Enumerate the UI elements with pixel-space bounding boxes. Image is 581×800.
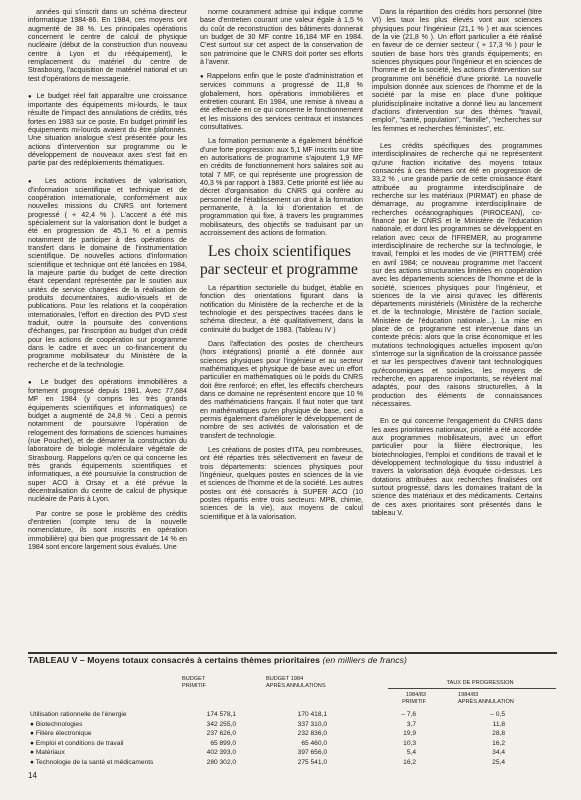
table-title xyxy=(28,655,407,665)
table-cell: 25,4 xyxy=(492,758,505,766)
bullet-paragraph: ● Les actions incitatives de valorisation, d'information scientifique et technique et de coopération internationale, conformément aux nouvelles missions du CNRS ont fortement progressé ( + 42,4 % ). L'accent a été mis spécialement sur la valorisation dont le budget a été en progression de 45,1 % et a permis notamment de participer à des opérations de transfert dans le domaine de l'instrumentation scientifique. De nouvelles actions d'information scientifique et technique ont été lancées en 1984, la majeure partie du budget de cette direction étant cependant représentée par le soutien aux unités de service chargées de la réalisation de produits documentaires, audio-visuels et de publications. Pour les relations et la coopération internationales, l'effort en direction des PVD s'est traduit, outre la poursuite des conventions d'échanges, par l'inscription au budget d'un crédit pour les actions de coopération sur programme dans le cadre et avec un co-financement du programme mobilisateur du Ministère de la recherche et de la technologie. xyxy=(28,177,187,369)
table-row xyxy=(30,739,555,748)
table-cell: 10,3 xyxy=(403,739,416,747)
table-cell: ● Emploi et conditions de travail xyxy=(30,739,124,747)
header-taux: TAUX DE PROGRESSION xyxy=(446,680,514,686)
section-heading: Les choix scientifiques par secteur et programme xyxy=(200,243,358,278)
table-top-rule xyxy=(28,652,557,654)
header-budget-primitif: BUDGET PRIMITIF xyxy=(182,676,206,689)
table-cell: 16,2 xyxy=(492,739,505,747)
table-cell: 275 541,0 xyxy=(297,758,327,766)
text-column-2 xyxy=(200,8,363,527)
header-taux-annulation: 1984/83 APRÈS ANNULATION xyxy=(458,692,514,705)
text-column-1 xyxy=(28,8,187,557)
table-cell: – 7,6 xyxy=(401,711,416,718)
paragraph: norme couramment admise qui indique comme base d'entretien courant une valeur égale à 1,5 % du coût de reconstruction des bâtiments donnerait un budget de 30 MF contre 16,184 MF en 1984. C'est surtout sur cet aspect de la conservation de son patrimoine que le CNRS doit porter ses efforts à l'avenir. xyxy=(200,8,363,66)
paragraph: Dans l'affectation des postes de chercheurs (hors intégrations) priorité a été donnée aux sciences physiques pour l'ingénieur et au secteur mathématiques et physique de base avec un effort particulier en mathématiques où le poids du CNRS doit être renforcé; en effet, les effectifs chercheurs dans ce domaine ne représentent encore que 10 % des mathématiciens français. Il faut noter que tant en mathématiques qu'en physique de base, ceci a permis également d'améliorer le développement de nombre de ses activités de valorisation et de transfert de technologie. xyxy=(200,339,363,440)
table-cell: 34,4 xyxy=(492,749,505,756)
table-row xyxy=(30,748,555,757)
page-number: 14 xyxy=(28,771,37,780)
table-row xyxy=(30,720,555,729)
bullet-paragraph: ● Le budget des opérations immobilières a fortement progressé depuis 1981. Avec 77,684 MF en 1984 (y compris les très grands équipements scientifiques et informatiques) ce budget a augmenté de 24,8 % . Ceci a permis notamment de poursuivre l'opération de relogement des formations de sciences humaines (rue Pouchet), et de démarrer la construction du laboratoire de biologie moléculaire végétale de Strasbourg. Rappelons qu'en ce qui concerne les très grands équipements scientifiques et informatiques, a été poursuivie la construction de super ACO à Orsay et a été prévue la décentralisation du centre de calcul de physique nucléaire de Paris à Lyon. xyxy=(28,378,187,504)
table-cell: – 0,5 xyxy=(490,711,505,718)
table-cell: 28,8 xyxy=(492,730,505,737)
table-row xyxy=(30,758,555,767)
table-cell: 65 899,0 xyxy=(210,739,236,747)
paragraph: Dans la répartition des crédits hors personnel (titre VI) les taux les plus élevés vont aux sciences physiques pour l'ingénieur (21,1 % ) et aux sciences de la vie (21,8 % ). Un effort particulier a été réalisé en faveur de ce dernier secteur ( + 17,3 % ) pour le soutien de base hors très grands équipements; en sciences physiques pour l'ingénieur et en sciences de l'homme et de la société, les actions d'intervention sur programme ont bénéficié d'une priorité. La nouvelle impulsion donnée aux sciences de l'homme et de la société par la mise en place d'une politique pluridisciplinaire incitative a donné lieu au lancement d'actions d'intervention sur des thèmes "travail, emploi", "santé, population", "famille", "recherches sur les femmes et recherches féministes", etc. xyxy=(372,8,542,133)
paragraph: En ce qui concerne l'engagement du CNRS dans les axes prioritaires nationaux, priorité a été accordée aux programmes mobilisateurs, avec un effort particulier pour la filière électronique, les biotechnologies, l'emploi et conditions de travail et le développement technologique du tissu industriel à travers la valorisation déjà évoquée ci-dessus. Les dotations attribuées aux recherches finalisées ont surtout progressé, dans les domaines traitant de la science des matériaux et des médicaments. Certains de ces axes prioritaires sont présentés dans le tableau V. xyxy=(372,417,542,518)
paragraph: Les crédits spécifiques des programmes interdisciplinaires de recherche qui ne représentent qu'une fraction incitative des moyens totaux consacrés à ces thèmes ont été en progression de 33,2 % , une grande partie de cette croissance étant attribuée au programme interdisciplinaire de recherche sur les matériaux (PIRMAT) en phase de démarrage, au programme interdisciplinaire de recherches océanographiques (PIROCEAN), co-financé par le CNRS et le Ministère de l'éducation nationale, et dont les programmes se développent en relation avec ceux de l'IFREMER, au programme interdisciplinaire de recherche sur la technologie, le travail, l'emploi et les modes de vie (PIRTTEM) créé en avril 1984; ce nouveau programme met l'accent sur des actions structurantes limitées en coopération avec les départements sciences de l'homme et de la société, sciences physiques pour l'ingénieur, et sciences de la vie ainsi qu'avec les différents départements ministériels (Ministère de la recherche et de la technologie, Ministère de l'action sociale, Ministère de l'éducation nationale...). La mise en place de ce programme est intervenue dans un contexte précis: alors que la crise économique et les mutations technologiques actuelles imposent qu'on s'interroge sur la signification de la croissance passée et sur les perspectives d'avenir tant technologiques qu'économiques et sociales, les moyens de recherche, en apparence importants, se révèlent mal adaptés, pour des raisons structurelles, à la production des éléments de connaissances nécessaires. xyxy=(372,141,542,409)
table-cell: 342 255,0 xyxy=(206,720,236,728)
table-row xyxy=(30,729,555,738)
bullet-paragraph: ● Le budget réel fait apparaître une croissance importante des équipements mi-lourds, le taux résulte de l'impact des annulations de crédits, très fortes en 1983 sur ce poste. En budget primitif les équipements mi-lourds avaient du être plafonnés. Une situation analogue s'est présentée pour les actions d'intervention sur programme ou le développement de nouveaux axes s'est fait en partie par des redéploiements thématiques. xyxy=(28,92,187,168)
table-cell: 237 626,0 xyxy=(206,730,236,737)
paragraph: années qui s'inscrit dans un schéma directeur informatique 1984-86. En 1984, ces moyens ont augmenté de 38 %. Les principales opérations concernent le centre de calcul de physique nucléaire (début de la construction d'un nouveau centre à Lyon et du rééquipement), le remplacement du matériel du centre de Strasbourg, l'acquisition de matériel national et un test d'opérations de messagerie. xyxy=(28,8,187,83)
table-cell: ● Biotechnologies xyxy=(30,720,83,728)
table-cell: 11,8 xyxy=(492,720,505,728)
paragraph: Les créations de postes d'ITA, peu nombreuses, ont été réparties très sélectivement en faveur de trois départements: sciences physiques pour l'ingénieur, quelques postes en sciences de la vie et sciences de l'homme et de la société. Les autres postes ont été consacrés à SUPER ACO (10 postes répartis entre trois secteurs: MPB, chimie, sciences de la vie), aux moyens de calcul scientifique et à la valorisation. xyxy=(200,445,363,521)
table-cell: ● Technologie de la santé et médicaments xyxy=(30,758,154,766)
table-cell: 170 418,1 xyxy=(297,711,327,718)
table-title-text: TABLEAU V – Moyens totaux consacrés à certains thèmes prioritaires xyxy=(28,655,321,665)
table-cell: 19,9 xyxy=(403,730,416,737)
header-budget-1984: BUDGET 1984 APRÈS ANNULATIONS xyxy=(266,676,326,689)
table-cell: ● Filière électronique xyxy=(30,730,92,737)
table-cell: 16,2 xyxy=(403,758,416,766)
table-cell: 397 656,0 xyxy=(297,749,327,756)
table-cell: 5,4 xyxy=(406,749,416,756)
table-cell: 174 578,1 xyxy=(206,711,236,718)
text-column-3 xyxy=(372,8,542,523)
table-row xyxy=(30,710,555,719)
table-cell: ● Matériaux xyxy=(30,749,65,756)
table-cell: 402 393,0 xyxy=(206,749,236,756)
paragraph: La répartition sectorielle du budget, établie en fonction des orientations figurant dans la notification du Ministère de la recherche et de la technologie et des perspectives tracées dans le schéma directeur, a été qualitativement, dans la continuité du budget de 1983. (Tableau IV ) xyxy=(200,283,363,334)
header-taux-primitif: 1984/83 PRIMITIF xyxy=(402,692,426,705)
table-cell: 3,7 xyxy=(406,720,416,728)
table-cell: Utilisation rationnelle de l'énergie xyxy=(30,711,127,718)
header-rule xyxy=(388,688,556,689)
table-cell: 232 836,0 xyxy=(297,730,327,737)
bullet-paragraph: ● Rappelons enfin que le poste d'administration et services communs a progressé de 11,8 % globalement, hors opérations immobilières et entretien courant. En 1984, une remise à niveau a été effectuée en ce qui concerne le fonctionnement et les missions des services centraux et instances consultatives. xyxy=(200,72,363,131)
paragraph: La formation permanente a également bénéficié d'une forte progression: aux 5,1 MF inscrits sur titre en autorisations de programme s'ajoutent 1,9 MF en crédits de fonctionnement hors salaires soit au total 7 MF, ce qui représente une progression de 40,3 % par rapport à 1983. Cette priorité est liée au décret d'organisation du CNRS qui confère au personnel de l'établissement un droit à la formation permanente, à la loi d'orientation et de programmation qui fixe, à travers les programmes mobilisateurs, des objectifs se traduisant par un accroissement des actions de formation. xyxy=(200,137,363,237)
table-cell: 337 310,0 xyxy=(297,720,327,728)
table-cell: 280 302,0 xyxy=(206,758,236,766)
table-cell: 65 460,0 xyxy=(301,739,327,747)
paragraph: Par contre se pose le problème des crédits d'entretien (compte tenu de la nouvelle nomenclature, ils sont inscrits en opération immobilière) qui bien que progressant de 14 % en 1984 sont encore largement sous évalués. Une xyxy=(28,509,187,551)
table-unit: (en milliers de francs) xyxy=(322,655,407,665)
